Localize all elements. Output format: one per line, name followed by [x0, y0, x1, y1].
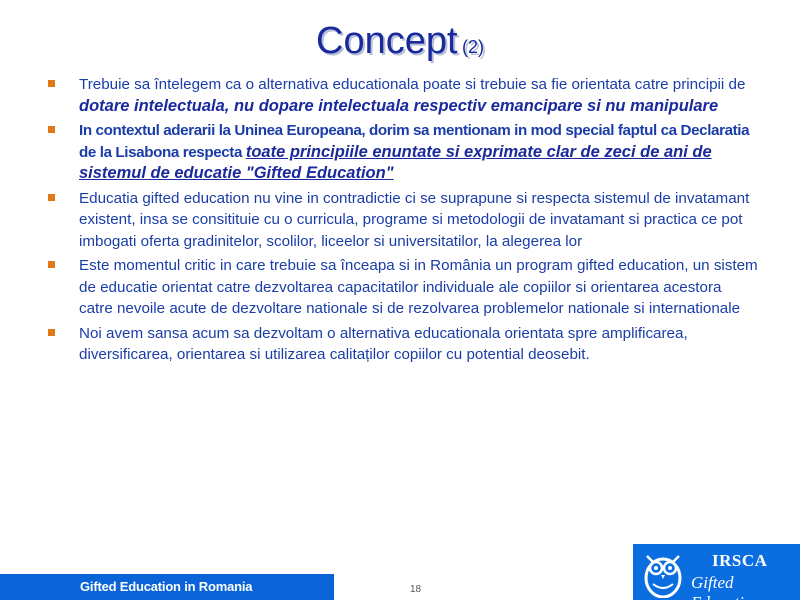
title-sub: (2) — [462, 37, 484, 57]
owl-icon — [637, 548, 689, 598]
bullet-icon — [48, 80, 55, 87]
page-number: 18 — [410, 584, 422, 595]
bullet-item-3: Educatia gifted education nu vine in contradictie ci se suprapune si respecta sistemul de invatamant existent, insa se consitituie cu o curricula, programe si metodologii de invatamant si practica ce pot imbogati oferta gradinitelor, scolilor, liceelor si universitatilor, la alegerea lor — [48, 188, 758, 253]
logo-tagline: Gifted Education — [691, 573, 761, 612]
bullet-item-4: Este momentul critic in care trebuie sa înceapa si in România un program gifted education, un sistem de educatie orientat catre dezvoltarea capacitatilor individuale ale copiilor si orientarea acestora catre nevoile acute de dezvoltare nationale si de rezolvarea problemelor nationale si internationale — [48, 255, 758, 320]
bullet-icon — [48, 126, 55, 133]
footer-title: Gifted Education in Romania — [80, 579, 253, 594]
bullet-icon — [48, 329, 55, 336]
slide-title — [0, 20, 800, 63]
bullet-item-1: Trebuie sa întelegem ca o alternativa educationala poate si trebuie sa fie orientata catre principii de dotare intelectuala, nu dopare intelectuala respectiv emancipare si nu manipulare — [48, 74, 758, 117]
bullet-item-2: In contextul aderarii la Uninea Europeana, dorim sa mentionam in mod special faptul ca Declaratia de la Lisabona respecta toate principiile enuntate si exprimate clar de zeci de ani de sistemul de educatie "Gifted Education" — [48, 120, 758, 185]
bullet-item-5: Noi avem sansa acum sa dezvoltam o alternativa educationala orientata spre amplificarea, diversificarea, orientarea si utilizarea calitaților copiilor cu potential deosebit. — [48, 323, 758, 366]
bullet-icon — [48, 261, 55, 268]
bullet-list — [48, 74, 758, 369]
logo-name: IRSCA — [712, 551, 768, 570]
bullet-icon — [48, 194, 55, 201]
title-main: Concept — [316, 20, 458, 62]
